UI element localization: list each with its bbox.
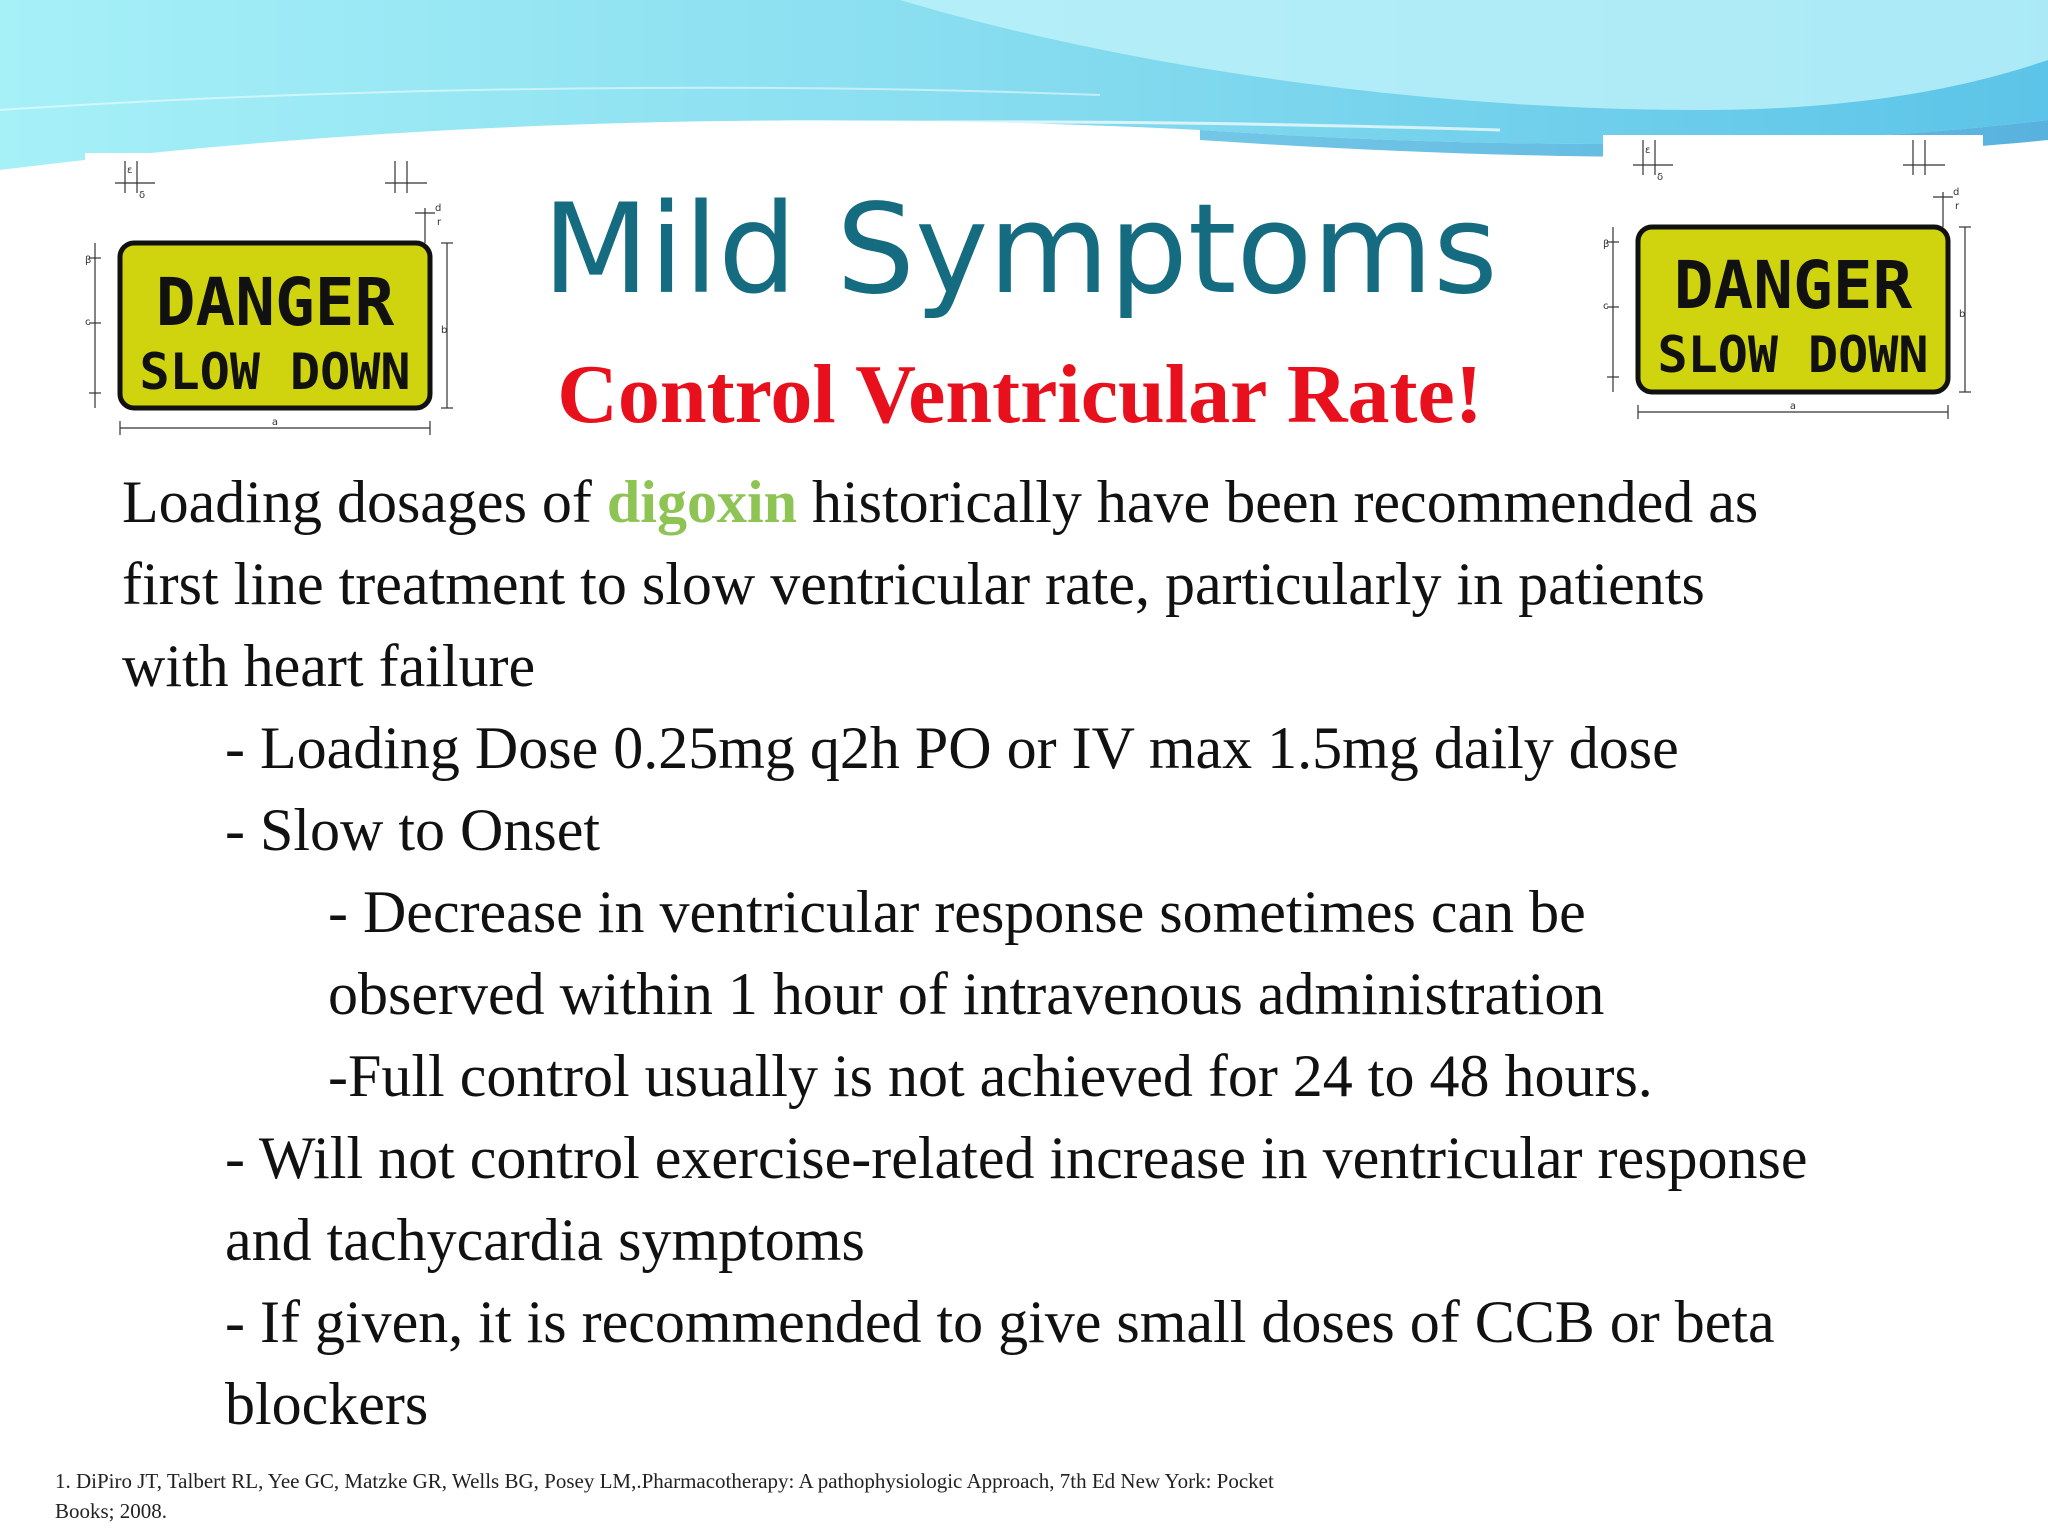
- sign-right-dim-c: c: [1603, 301, 1609, 312]
- sign-right-line1: DANGER: [1673, 247, 1913, 324]
- bullet-decrease-line-1: - Decrease in ventricular response sometimes can be: [328, 879, 1586, 945]
- sign-right-dim-beta: β: [1603, 239, 1610, 250]
- sign-right-dim-r: r: [1955, 201, 1960, 212]
- bullet-ccb-line-1: - If given, it is recommended to give small doses of CCB or beta: [225, 1289, 1775, 1355]
- danger-sign-right-icon: [1603, 135, 1983, 435]
- sign-left-line2: SLOW DOWN: [139, 343, 411, 401]
- sign-left-dim-a: a: [271, 417, 279, 428]
- sign-left-dim-beta: β: [85, 255, 92, 266]
- sign-left-dim-b: b: [441, 325, 448, 336]
- sign-right-line2: SLOW DOWN: [1657, 326, 1929, 384]
- sign-right-dim-d: d: [1953, 187, 1960, 198]
- intro-line-3: with heart failure: [122, 633, 536, 699]
- slide-subtitle: Control Ventricular Rate!: [557, 348, 1483, 441]
- sign-right-dim-b: b: [1959, 309, 1966, 320]
- bullet-exercise-line-2: and tachycardia symptoms: [225, 1207, 865, 1273]
- sign-left-dim-delta: δ: [139, 190, 146, 201]
- slide-title: Mild Symptoms: [542, 178, 1498, 322]
- danger-sign-left-icon: [85, 153, 465, 453]
- intro-after: historically have been recommended as: [796, 469, 1759, 535]
- intro-line-2: first line treatment to slow ventricular rate, particularly in patients: [122, 551, 1705, 617]
- sign-right-dim-e: ε: [1645, 145, 1651, 156]
- digoxin-highlight: digoxin: [606, 469, 797, 535]
- footnote-line-1: 1. DiPiro JT, Talbert RL, Yee GC, Matzke GR, Wells BG, Posey LM,.Pharmacotherapy: A pathophysiologic Approach, 7th Ed New York: Pocket: [55, 1469, 1274, 1493]
- footnote-line-2: Books; 2008.: [55, 1499, 168, 1523]
- intro-line-1: [122, 461, 1758, 543]
- bullet-full-control: -Full control usually is not achieved for 24 to 48 hours.: [328, 1043, 1653, 1109]
- sign-left-dim-d: d: [435, 203, 442, 214]
- bullet-loading-dose: - Loading Dose 0.25mg q2h PO or IV max 1.5mg daily dose: [225, 715, 1679, 781]
- sign-left-line1: DANGER: [155, 264, 395, 341]
- sign-right-dim-a: a: [1789, 401, 1797, 412]
- bullet-ccb-line-2: blockers: [225, 1371, 429, 1437]
- bullet-exercise-line-1: - Will not control exercise-related increase in ventricular response: [225, 1125, 1808, 1191]
- sign-left-dim-r: r: [437, 217, 442, 228]
- sign-right-dim-delta: δ: [1657, 172, 1664, 183]
- sign-left-dim-e: ε: [127, 165, 133, 176]
- bullet-decrease-line-2: observed within 1 hour of intravenous administration: [328, 961, 1605, 1027]
- reference-footnote: [55, 1466, 1555, 1526]
- sign-left-dim-c: c: [85, 317, 91, 328]
- intro-before: Loading dosages of: [122, 469, 607, 535]
- bullet-slow-onset: - Slow to Onset: [225, 797, 600, 863]
